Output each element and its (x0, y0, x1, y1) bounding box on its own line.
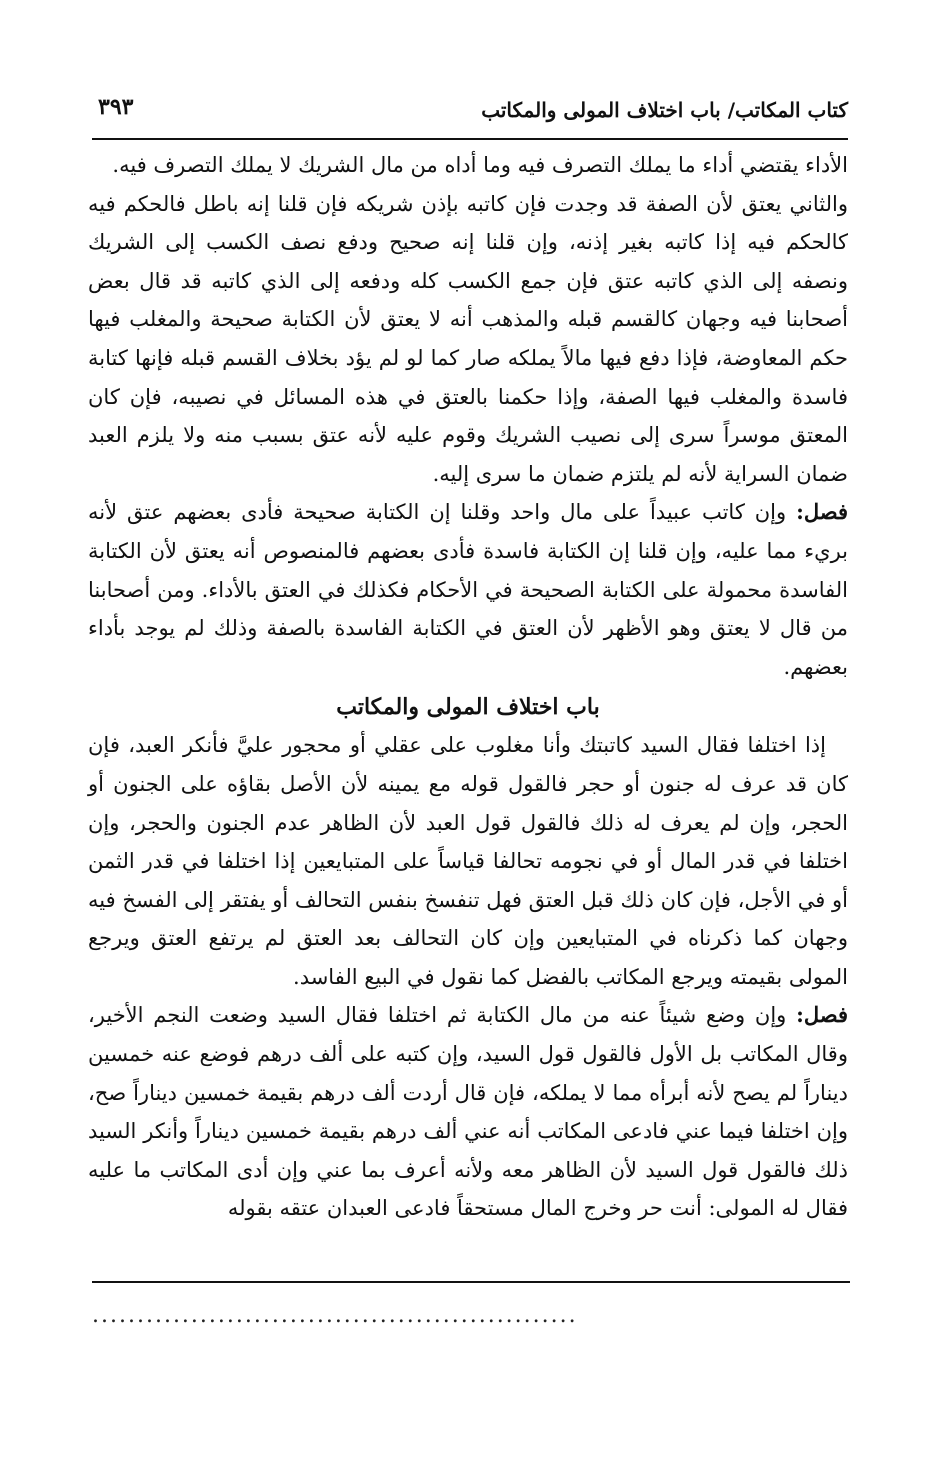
paragraph-continuation: الأداء يقتضي أداء ما يملك التصرف فيه وما أداه من مال الشريك لا يملك التصرف فيه. (112, 153, 848, 177)
page-body (88, 146, 848, 1228)
paragraph-fasl-2 (88, 996, 848, 1228)
section-heading: باب اختلاف المولى والمكاتب (336, 694, 600, 721)
header-rule (92, 138, 848, 140)
fasl-text: وإن كاتب عبيداً على مال واحد وقلنا إن الكتابة صحيحة فأدى بعضهم عتق لأنه بريء مما عليه، وإن قلنا إن الكتابة فاسدة فأدى بعضهم فالمنصوص أنه يعتق لأن الكتابة الفاسدة محمولة على الكتابة الصحيحة في الأحكام فكذلك في العتق بالأداء. ومن أصحابنا من قال لا يعتق وهو الأظهر لأن العتق في الكتابة الفاسدة بالصفة وذلك لم يوجد بأداء بعضهم. (88, 500, 848, 679)
footnote-dots: ...................................................... (92, 1303, 578, 1328)
paragraph-fasl-1 (88, 493, 848, 686)
fasl-label: فصل: (796, 1002, 848, 1028)
footer-rule (92, 1281, 850, 1283)
page-number: ٣٩٣ (98, 94, 134, 120)
paragraph-disagreement: إذا اختلفا فقال السيد كاتبتك وأنا مغلوب على عقلي أو محجور عليَّ فأنكر العبد، فإن كان قد عرف له جنون أو حجر فالقول قوله مع يمينه لأن الأصل بقاؤه على الجنون أو الحجر، وإن لم يعرف له ذلك فالقول قول العبد لأن الظاهر عدم الجنون والحجر، وإن اختلفا في قدر المال أو في نجومه تحالفا قياساً على المتبايعين إذا اختلفا في قدر الثمن أو في الأجل، فإن كان ذلك قبل العتق فهل تنفسخ بنفس التحالف أو يفتقر إلى الفسخ فيه وجهان كما ذكرناه في المتبايعين وإن كان التحالف بعد العتق لم يرتفع العتق ويرجع المولى بقيمته ويرجع المكاتب بالفضل كما نقول في البيع الفاسد. (88, 733, 848, 989)
running-title: كتاب المكاتب/ باب اختلاف المولى والمكاتب (481, 98, 848, 122)
fasl-label: فصل: (796, 499, 848, 525)
fasl-text: وإن وضع شيئاً عنه من مال الكتابة ثم اختلفا فقال السيد وضعت النجم الأخير، وقال المكاتب بل الأول فالقول قول السيد، وإن كتبه على ألف درهم فوضع عنه خمسين ديناراً لم يصح لأنه أبرأه مما لا يملكه، فإن قال أردت ألف درهم بقيمة خمسين ديناراً صح، وإن اختلفا فيما عني فادعى المكاتب أنه عني ألف درهم بقيمة خمسين ديناراً وأنكر السيد ذلك فالقول قول السيد لأن الظاهر معه ولأنه أعرف بما عني وإن أدى المكاتب ما عليه فقال له المولى: أنت حر وخرج المال مستحقاً فادعى العبدان عتقه بقوله (88, 1003, 848, 1221)
paragraph-second-opinion: والثاني يعتق لأن الصفة قد وجدت فإن كاتبه بإذن شريكه فإن قلنا إنه باطل فالحكم فيه كالحكم فيه إذا كاتبه بغير إذنه، وإن قلنا إنه صحيح ودفع نصف الكسب إلى الشريك ونصفه إلى الذي كاتبه عتق فإن جمع الكسب كله ودفعه إلى الذي كاتبه قد قال بعض أصحابنا فيه وجهان كالقسم قبله والمذهب أنه لا يعتق لأن الكتابة صحيحة والمغلب فيها حكم المعاوضة، فإذا دفع فيها مالاً يملكه صار كما لو لم يؤد بخلاف القسم قبله فإنها كتابة فاسدة والمغلب فيها الصفة، وإذا حكمنا بالعتق في هذه المسائل في نصيبه، فإن كان المعتق موسراً سرى إلى نصيب الشريك وقوم عليه لأنه عتق بسبب منه ولا يلزم العبد ضمان السراية لأنه لم يلتزم ضمان ما سرى إليه. (88, 191, 848, 486)
